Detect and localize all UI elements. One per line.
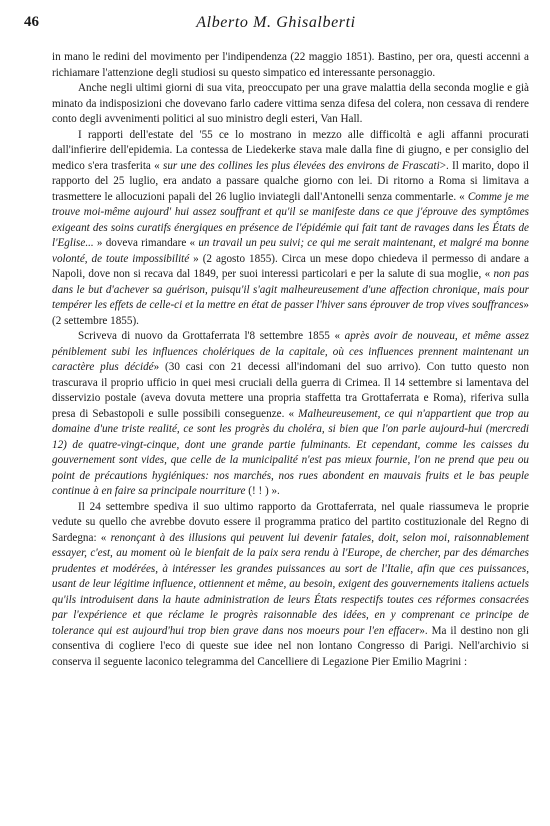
italic-quote: non pas dans le but d'achever sa guérison, puisqu'il s'agit malheureusement d'une affection chronique, mais pour tempérer les effets de celle-ci et la mettre en état de passer l'hiver sans éprouver de trop vives souffrances (52, 268, 529, 311)
italic-quote: Malheureusement, ce qui n'appartient que trop au domaine d'une triste realité, ce sont les progrès du choléra, si bien que l'on parle aujourd-hui (mercredi 12) de quatre-vingt-cinque, dont une grande partie fulminants. Et cependant, comme les caisses du gouvernement sont vides, que celle de la municipalité n'est pas mieux fournie, l'on ne prend que peu ou point de précautions hygiéniques: nos marchés, nos rues abondent en mauvais fruits et le bas peuple continue à en faire sa principale nourriture (52, 407, 529, 497)
italic-quote: un travail un peu suivi; ce qui me serait maintenant, et malgré ma bonne volonté, de toute impossibilité (52, 237, 529, 265)
running-title: Alberto M. Ghisalberti (196, 14, 356, 31)
italic-quote: après avoir de nouveau, et même assez péniblement subi les influences cholériques de la capitale, où ces influences prennent maintenant un caractère plus décidé (52, 330, 529, 373)
paragraph (52, 81, 529, 128)
page-header (24, 14, 528, 36)
text-run: I rapporti dell'estate del '55 ce lo mostrano in mezzo alle difficoltà e agli affanni procurati dall'infierire dell'epidemia. La contessa de Liedekerke stava male dalla fine di giugno, e per consiglio del medico s'era trasferita « (52, 128, 529, 172)
text-run: >. Il marito, dopo il rapporto del 25 luglio, era andato a passare qualche giorno con lei. Di ritorno a Roma si limitava a trasmettere le allocuzioni papali del 26 luglio inviategli dall'Antonelli senza commentarle. « (52, 159, 529, 203)
text-run: Anche negli ultimi giorni di sua vita, preoccupato per una grave malattia della seconda moglie e già minato da indisposizioni che dovevano farlo cadere vittima senza difesa del colera, non cessava di rendere conto degli avvenimenti politici al suo ministro degli esteri, Van Hall. (52, 82, 529, 125)
text-run: » doveva rimandare « (93, 237, 199, 249)
text-run: » (30 casi con 21 decessi all'indomani del suo arrivo). Con tutto questo non trascurava il proprio ufficio in quei mesi cruciali della guerra di Crimea. Il 14 settembre si lamentava del disservizio postale (aveva dovuta mettere una propria staffetta tra Grottaferrata e Roma), riferiva sulla presa di Sebastopoli e sulle possibili conseguenze. « (52, 361, 530, 420)
italic-quote: sur une des collines les plus élevées des environs de Frascati (162, 159, 440, 172)
text-run: in mano le redini del movimento per l'indipendenza (22 maggio 1851). Bastino, per ora, questi accenni a richiamare l'attenzione degli studiosi su questo simpatico ed interessante personaggio. (52, 51, 529, 79)
body-text (52, 50, 529, 670)
italic-quote: renonçant à des illusions qui peuvent lui devenir fatales, doit, selon moi, raisonnablement essayer, c'est, au moment où le bienfait de la paix sera rendu à l'Europe, de chercher, par des démarches prudentes et modérées, à intéresser les grandes puissances au sort de l'Italie, afin que ces puissances, usant de leur légitime influence, ottiennent et même, au besoin, exigent des gouvernements italiens actuels qu'ils introduisent dans la haute administration de leurs États respectifs toutes ces réformes consacrées par l'expérience et que réclame le progrès raisonnable des idées, en y comprenant ce principe de tolerance qui est aujourd'hui trop bien grave dans nos moeurs pour l'en effacer (52, 531, 529, 637)
paragraph (52, 128, 529, 330)
italic-quote: Comme je me trouve moi-même aujourd' hui assez souffrant et qu'il se manifeste dans ce que j'éprouve des symptômes exigeant des soins curatifs énergiques en présence de l'épidémie qui fait tant de ravages dans les États de l'Eglise... (52, 190, 529, 249)
text-run: ». Ma il destino non gli consentiva di cogliere l'eco di queste sue idee nel non lontano Congresso di Parigi. Nell'archivio si conserva il seguente laconico telegramma del Cancelliere di Legazione Pier Emilio Magrini : (52, 624, 530, 668)
page-number: 46 (24, 14, 39, 30)
paragraph (52, 50, 529, 81)
text-run: (! ! ) ». (245, 485, 280, 497)
paragraph (52, 329, 529, 500)
text-run: » (2 agosto 1855). Circa un mese dopo chiedeva il permesso di andare a Napoli, dove non si recava dal 1849, per suoi interessi particolari e per la salute di sua moglie, « (52, 252, 529, 280)
text-run: Il 24 settembre spediva il suo ultimo rapporto da Grottaferrata, nel quale riassumeva le proprie vedute su quello che avrebbe dovuto essere il programma pratico del partito costituzionale del Regno di Sardegna: « (52, 500, 529, 544)
text-run: » (2 settembre 1855). (52, 299, 529, 327)
text-run: Scriveva di nuovo da Grottaferrata l'8 settembre 1855 « (78, 330, 345, 342)
paragraph (52, 500, 529, 671)
